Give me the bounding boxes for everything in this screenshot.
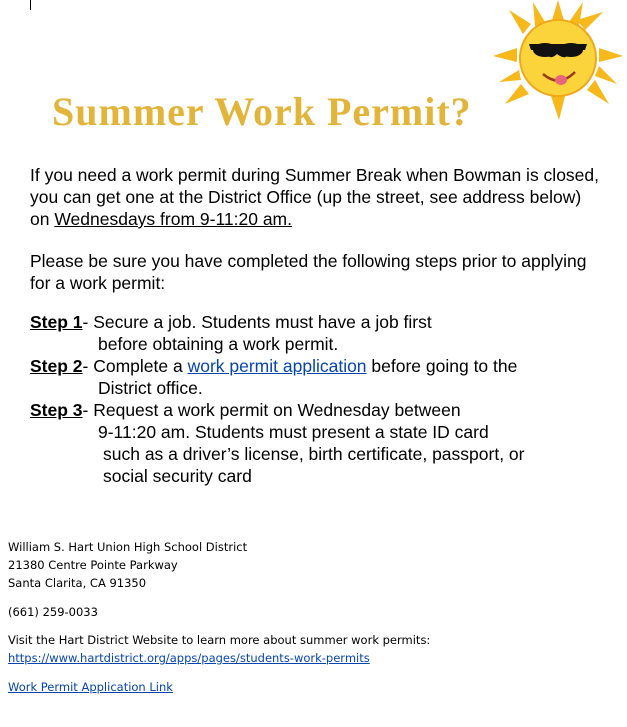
steps-list bbox=[30, 311, 620, 487]
page-title: Summer Work Permit? bbox=[52, 89, 472, 134]
website-link[interactable]: https://www.hartdistrict.org/apps/pages/students-work-permits bbox=[8, 651, 370, 665]
step-label: Step 3 bbox=[30, 400, 83, 420]
application-link-row bbox=[8, 678, 173, 696]
city-state-zip: Santa Clarita, CA 91350 bbox=[8, 576, 147, 590]
application-link[interactable]: Work Permit Application Link bbox=[8, 680, 173, 694]
website-info bbox=[8, 631, 430, 667]
step-text: - Secure a job. Students must have a job first bbox=[82, 312, 432, 332]
district-address bbox=[8, 538, 247, 592]
step-text: - Request a work permit on Wednesday between bbox=[82, 400, 461, 420]
step-text-continued: social security card bbox=[103, 466, 252, 486]
step-text-after-link: before going to the bbox=[366, 356, 518, 376]
step-text: - Complete a bbox=[82, 356, 188, 376]
office-hours-text: Wednesdays from 9-11:20 am. bbox=[54, 209, 292, 229]
intro-paragraph bbox=[30, 164, 600, 230]
step-2 bbox=[30, 355, 620, 399]
phone-number: (661) 259-0033 bbox=[8, 605, 98, 619]
step-label: Step 2 bbox=[30, 356, 83, 376]
intro-text: If you need a work permit during Summer Break when Bowman is closed, you can get one at the District Office (up the street, see address below) on bbox=[30, 165, 600, 229]
step-text-continued: 9-11:20 am. Students must present a state ID card bbox=[98, 422, 489, 442]
work-permit-application-link[interactable]: work permit application bbox=[187, 356, 367, 376]
step-1 bbox=[30, 311, 620, 355]
step-text-continued: District office. bbox=[98, 378, 203, 398]
step-label: Step 1 bbox=[30, 312, 83, 332]
website-intro: Visit the Hart District Website to learn more about summer work permits: bbox=[8, 633, 431, 647]
step-text-continued: such as a driver’s license, birth certificate, passport, or bbox=[103, 444, 525, 464]
step-3 bbox=[30, 399, 620, 487]
step-text-continued: before obtaining a work permit. bbox=[98, 334, 339, 354]
street-address: 21380 Centre Pointe Parkway bbox=[8, 558, 178, 572]
district-name: William S. Hart Union High School District bbox=[8, 540, 248, 554]
text-cursor bbox=[30, 0, 31, 10]
sun-with-sunglasses-icon bbox=[493, 0, 623, 120]
prereq-paragraph: Please be sure you have completed the following steps prior to applying for a work permit: bbox=[30, 251, 587, 293]
